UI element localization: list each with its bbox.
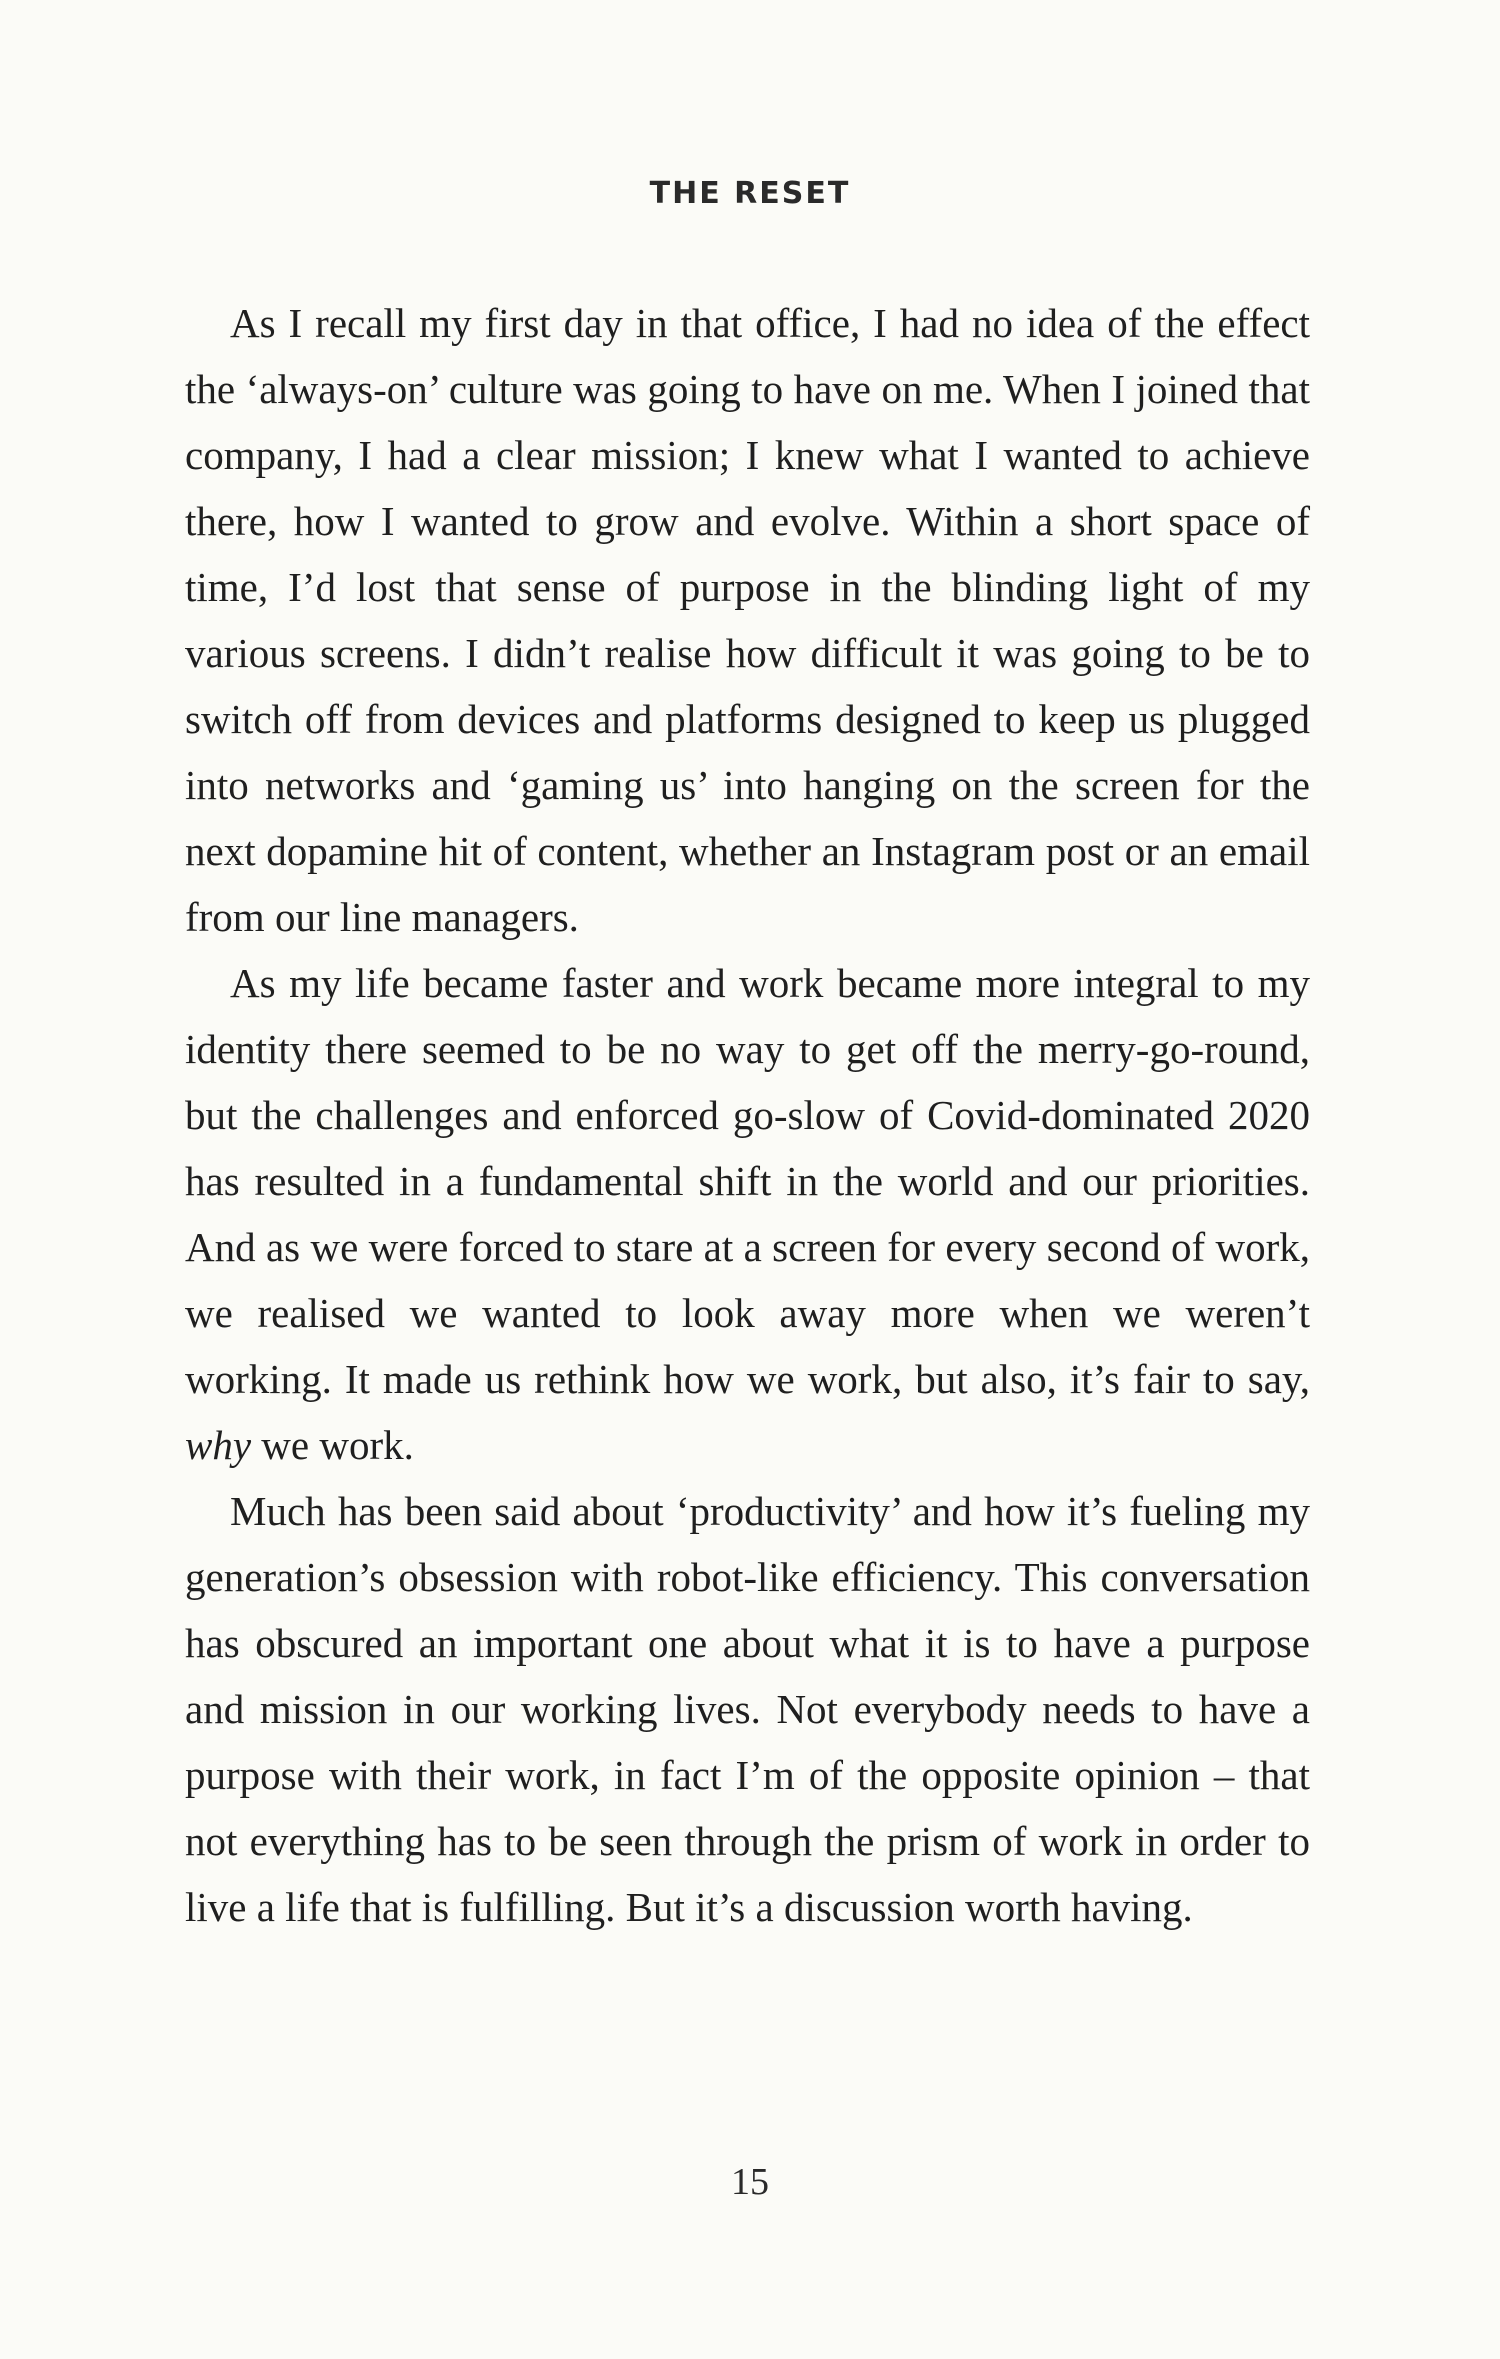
- paragraph-2-ending: we work.: [251, 1422, 414, 1468]
- paragraph-2: [185, 950, 1310, 1478]
- paragraph-1: As I recall my first day in that office, I had no idea of the effect the ‘always-on’ culture was going to have on me. When I joined that company, I had a clear mission; I knew what I wanted to achieve there, how I wanted to grow and evolve. Within a short space of time, I’d lost that sense of purpose in the blinding light of my various screens. I didn’t realise how difficult it was going to be to switch off from devices and platforms designed to keep us plugged into networks and ‘gaming us’ into hanging on the screen for the next dopamine hit of content, whether an Instagram post or an email from our line managers.: [185, 300, 1310, 940]
- running-head: THE RESET: [649, 176, 851, 211]
- page-number: 15: [731, 2161, 769, 2203]
- emphasis-why: why: [185, 1422, 252, 1468]
- paragraph-2-text: As my life became faster and work became more integral to my identity there seemed to be no way to get off the merry-go-round, but the challenges and enforced go-slow of Covid-dominated 2020 has resulted in a fundamental shift in the world and our priorities. And as we were forced to stare at a screen for every second of work, we realised we wanted to look away more when we weren’t working. It made us rethink how we work, but also, it’s fair to say,: [185, 960, 1310, 1402]
- paragraph-3: Much has been said about ‘productivity’ and how it’s fueling my generation’s obsession with robot-like efficiency. This conversation has obscured an important one about what it is to have a purpose and mission in our working lives. Not everybody needs to have a purpose with their work, in fact I’m of the opposite opinion – that not everything has to be seen through the prism of work in order to live a life that is fulfilling. But it’s a discussion worth having.: [185, 1488, 1310, 1930]
- body-text: [185, 290, 1310, 1940]
